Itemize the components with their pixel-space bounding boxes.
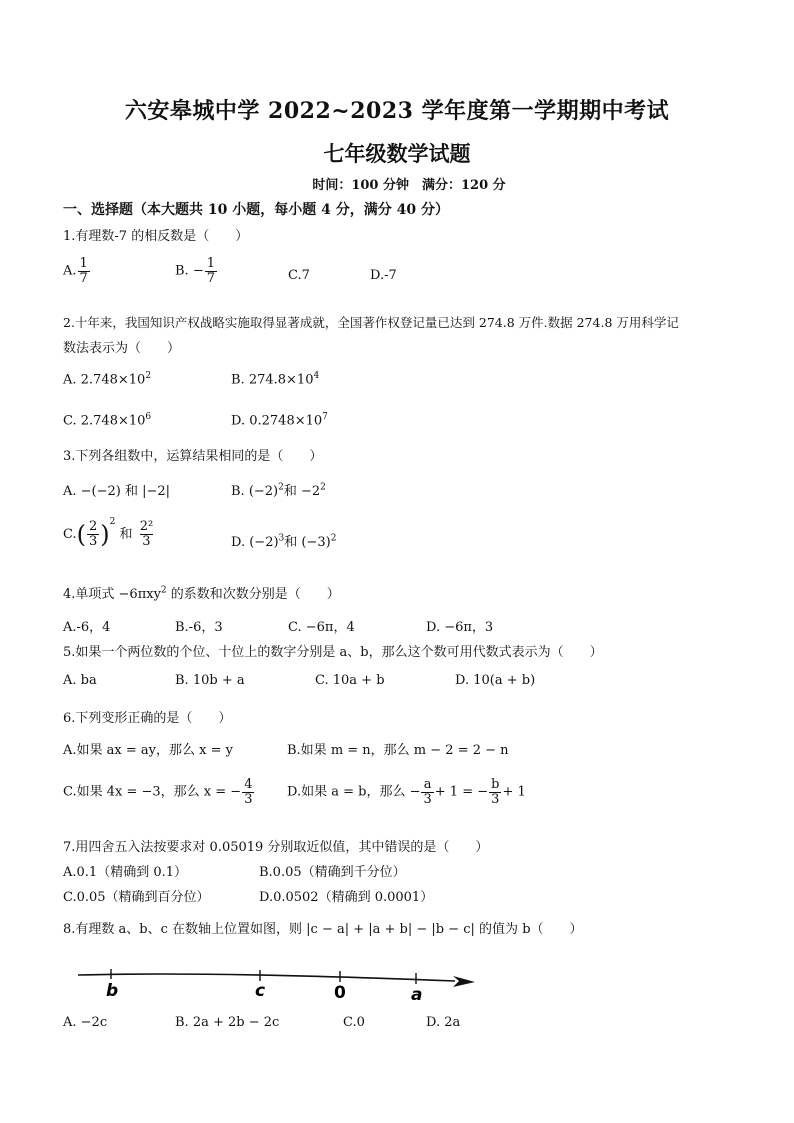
question-1-option-b: B. − $\frac{1}{7}$ xyxy=(175,256,215,286)
question-7-option-c: C.0.05（精确到百分位） xyxy=(63,890,210,905)
number-line-figure xyxy=(70,960,490,1010)
question-4-stem: 4.单项式 −6πxy$^2$ 的系数和次数分别是（ ） xyxy=(63,585,340,602)
number-line-arrow xyxy=(453,976,475,987)
question-8-option-d: D. 2a xyxy=(426,1015,461,1030)
question-1-option-c: C.7 xyxy=(288,268,310,283)
question-4-option-a: A.-6，4 xyxy=(63,620,111,635)
question-8-option-a: A. −2c xyxy=(63,1015,108,1030)
question-7-stem: 7.用四舍五入法按要求对 0.05019 分别取近似值，其中错误的是（ ） xyxy=(63,840,489,855)
axis-label-zero: 0 xyxy=(334,983,346,1003)
question-6-stem: 6.下列变形正确的是（ ） xyxy=(63,711,232,726)
axis-label-b: b xyxy=(106,981,119,1001)
question-5-option-a: A. ba xyxy=(63,673,97,688)
question-4-option-b: B.-6，3 xyxy=(175,620,223,635)
question-2-option-c: C. $2.748\times 10^6$ xyxy=(63,412,152,429)
question-2-stem-line2: 数法表示为（ ） xyxy=(63,341,181,356)
question-6-option-d: D.如果 a = b，那么 − $\frac{a}{3}$ + 1 = − $\frac{b}{3}$ + 1 xyxy=(287,777,526,807)
number-line-axis xyxy=(78,974,455,981)
question-5-stem: 5.如果一个两位数的个位、十位上的数字分别是 a、b，那么这个数可用代数式表示为（ ） xyxy=(63,645,603,660)
question-7-option-b: B.0.05（精确到千分位） xyxy=(259,865,406,880)
question-1-option-a: A. $\frac{1}{7}$ xyxy=(63,256,88,286)
question-2-stem-line1: 2.十年来，我国知识产权战略实施取得显著成就，全国著作权登记量已达到 274.8 万件.数据 274.8 万用科学记 xyxy=(63,315,679,330)
question-3-option-a: A. −(−2) 和 |−2| xyxy=(63,484,171,499)
question-4-option-c: C. −6π，4 xyxy=(288,620,355,635)
question-7-option-a: A.0.1（精确到 0.1） xyxy=(63,865,188,880)
axis-label-a: a xyxy=(411,985,423,1005)
question-3-stem: 3.下列各组数中，运算结果相同的是（ ） xyxy=(63,449,323,464)
question-8-stem: 8.有理数 a、b、c 在数轴上位置如图，则 |c − a| + |a + b| − |b − c| 的值为 b（ ） xyxy=(63,922,583,937)
question-2-option-a: A. $2.748\times 10^2$ xyxy=(63,371,152,388)
question-8-option-b: B. 2a + 2b − 2c xyxy=(175,1015,280,1030)
question-6-option-b: B.如果 m = n，那么 m − 2 = 2 − n xyxy=(287,743,509,758)
question-8-option-c: C.0 xyxy=(343,1015,365,1030)
question-5-option-b: B. 10b + a xyxy=(175,673,245,688)
question-1-option-d: D.-7 xyxy=(370,268,397,283)
question-6-option-a: A.如果 ax = ay，那么 x = y xyxy=(63,743,233,758)
exam-title: 六安皋城中学 2022~2023 学年度第一学期期中考试 xyxy=(124,98,670,124)
axis-label-c: c xyxy=(255,981,266,1001)
exam-info: 时间：100 分钟 满分：120 分 xyxy=(312,178,506,193)
question-1-stem: 1.有理数-7 的相反数是（ ） xyxy=(63,229,249,244)
exam-subtitle: 七年级数学试题 xyxy=(323,141,471,166)
section-heading: 一、选择题（本大题共 10 小题，每小题 4 分，满分 40 分） xyxy=(63,202,449,218)
question-5-option-c: C. 10a + b xyxy=(315,673,385,688)
question-2-option-b: B. $274.8\times 10^4$ xyxy=(231,371,320,388)
question-2-option-d: D. $0.2748\times 10^7$ xyxy=(231,412,328,429)
question-3-option-b: B. $(-2)^2$和 $-2^2$ xyxy=(231,482,326,499)
question-6-option-c: C.如果 4x = −3，那么 x = − $\frac{4}{3}$ xyxy=(63,777,253,807)
question-7-option-d: D.0.0502（精确到 0.0001） xyxy=(259,890,434,905)
question-4-option-d: D. −6π，3 xyxy=(426,620,494,635)
question-5-option-d: D. 10(a + b) xyxy=(455,673,536,688)
question-3-option-d: D. $(-2)^3$和 $(-3)^2$ xyxy=(231,533,337,550)
question-3-option-c: C.( $\frac{2}{3}$ )$^2$ 和 $\frac{\text{2²}}{3}$ xyxy=(63,517,154,549)
